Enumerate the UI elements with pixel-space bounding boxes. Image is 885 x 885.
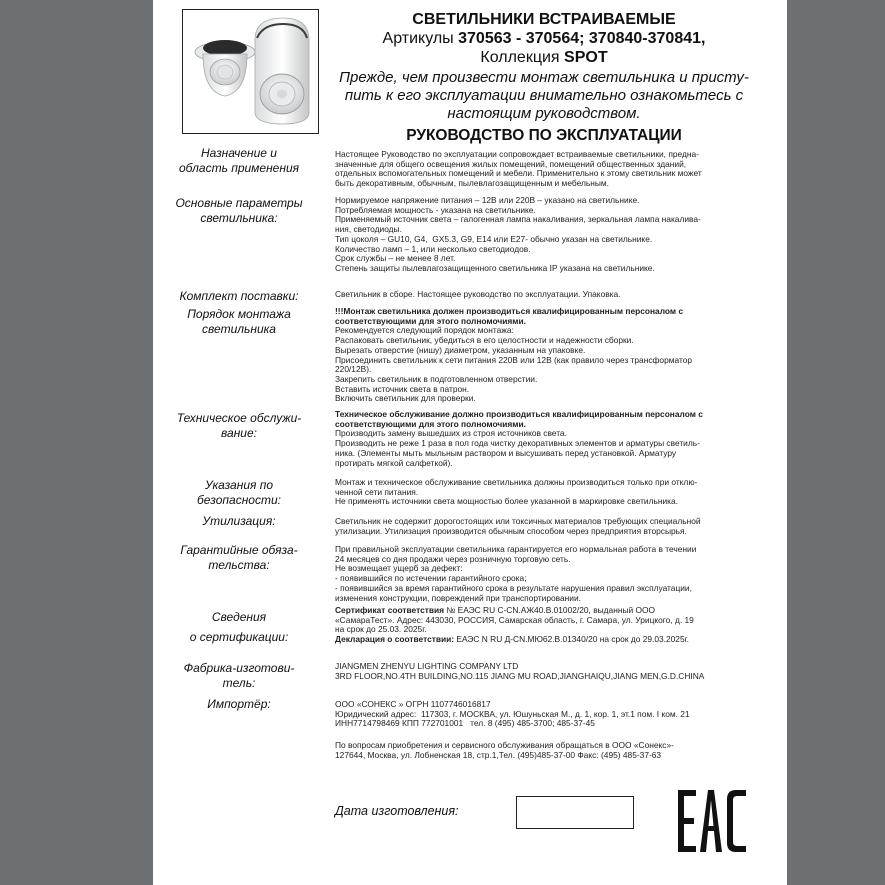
section-text xyxy=(335,700,755,729)
service-note xyxy=(335,741,755,760)
text-line: Закрепить светильник в подготовленном отверстии. xyxy=(335,373,538,384)
section-label: Комплект поставки: xyxy=(179,289,299,303)
text-line: Присоединить светильник к сети питания 220В или 12В (как правило через трансформатор xyxy=(335,354,693,365)
text-line: Вставить источник света в патрон. xyxy=(335,383,470,394)
text-line: 220/12В). xyxy=(335,364,372,375)
product-title: СВЕТИЛЬНИКИ ВСТРАИВАЕМЫЕ xyxy=(412,11,676,28)
text-line: отдельных вспомогательных помещений и мебели. Применительно к этому светильник может xyxy=(335,168,702,179)
manual-title: РУКОВОДСТВО ПО ЭКСПЛУАТАЦИИ xyxy=(406,127,682,144)
text-line: - появившийся по истечении гарантийного срока; xyxy=(335,573,527,584)
section-label xyxy=(153,478,325,508)
section-label-line: тельства: xyxy=(208,558,270,572)
text-line: соответствующими для этого полномочиями. xyxy=(335,418,526,429)
section-label xyxy=(153,411,325,441)
text-line: соответствующими для этого полномочиями. xyxy=(335,315,526,326)
section-text xyxy=(335,662,755,681)
service-line: По вопросам приобретения и сервисного обслуживания обращаться в ООО «Сонекс»- xyxy=(335,740,674,750)
text-line: Настоящее Руководство по эксплуатации сопровождает встраиваемые светильники, предна- xyxy=(335,149,699,159)
section-label xyxy=(153,543,325,573)
text-line: ИНН7714798469 КПП 772701001 тел. 8 (495) 485-3700; 485-37-45 xyxy=(335,718,595,729)
text-line: ООО «СОНЕКС » ОГРН 1107746016817 xyxy=(335,699,491,709)
section-text xyxy=(335,307,755,404)
header xyxy=(329,10,759,123)
text-line: протирать мягкой салфеткой). xyxy=(335,457,453,468)
section-label-line: Техническое обслужи- xyxy=(176,411,302,425)
section-text xyxy=(335,606,755,645)
text-line: - появившийся за время гарантийного срока в результате нарушения правил эксплуатации, xyxy=(335,582,692,593)
text-line: ченной сети питания. xyxy=(335,486,419,497)
text-line: !!!Монтаж светильника должен производиться квалифицированным персоналом с xyxy=(335,306,684,316)
section-label xyxy=(153,661,325,691)
text-line: Тип цоколя – GU10, G4, GX5.3, G9, E14 или E27- обычно указан на светильнике. xyxy=(335,233,653,244)
text-line: на срок до 25.03. 2025г. xyxy=(335,624,427,635)
section-label-line: Порядок монтажа xyxy=(187,307,291,321)
text-line: Вырезать отверстие (нишу) диаметром, указанным на упаковке. xyxy=(335,344,586,355)
section-label xyxy=(153,196,325,226)
text-line: 3RD FLOOR,NO.4TH BUILDING,NO.115 JIANG MU ROAD,JIANGHAIQU,JIANG MEN,G.D.CHINA xyxy=(335,670,705,681)
section-label-line: вание: xyxy=(221,426,257,440)
text-line: Срок службы – не менее 8 лет. xyxy=(335,253,456,264)
text-line: Рекомендуется следующий порядок монтажа: xyxy=(335,325,514,336)
text-line: ника. (Элементы мыть мыльным раствором и высушивать перед установкой. Арматуру xyxy=(335,447,677,458)
text-line: Юридический адрес: 117303, г. МОСКВА, ул. Юшуньская М., д. 1, кор. 1, эт.1 пом. I ком. 21 xyxy=(335,708,690,719)
text-line: изменения конструкции, повреждений при транспортировании. xyxy=(335,592,581,603)
section-label xyxy=(153,146,325,176)
section-label-line: тель: xyxy=(222,676,256,690)
text-line: Техническое обслуживание должно производиться квалифицированным персоналом с xyxy=(335,409,703,419)
section-text xyxy=(335,410,755,468)
date-box xyxy=(516,796,634,829)
section-label-line: Сведения xyxy=(211,610,267,624)
section-label-line: светильника: xyxy=(200,211,278,225)
section-label-line: Основные параметры xyxy=(175,196,303,210)
section-text xyxy=(335,517,755,536)
text-line: Сертификат соответствия № ЕАЭС RU С-CN.АЖ40.В.01002/20, выданный ООО xyxy=(335,605,656,615)
section-label-line: о сертификации: xyxy=(189,629,289,644)
date-label: Дата изготовления: xyxy=(335,804,459,818)
collection-line: Коллекция SPOT xyxy=(480,49,608,66)
text-line: Светильник не содержит дорогостоящих или токсичных материалов требующих специальной xyxy=(335,516,701,526)
text-line: Производить замену вышедших из строя источников света. xyxy=(335,428,567,439)
section-label: Импортёр: xyxy=(207,697,271,711)
text-line: Монтаж и техническое обслуживание светильника должны производиться только при отклю- xyxy=(335,477,698,487)
text-line: Количество ламп – 1, или несколько светодиодов. xyxy=(335,243,531,254)
section-label-line: Указания по xyxy=(204,478,274,492)
intro-text: Прежде, чем произвести монтаж светильника и присту-пить к его эксплуатации внимательно ознакомьтесь с настоящим руководством. xyxy=(339,69,749,122)
text-line: Производить не реже 1 раза в пол года чистку декоративных элементов и арматуры светиль- xyxy=(335,438,700,449)
text-line: Степень защиты пылевлагозащищенного светильника IP указана на светильнике. xyxy=(335,262,655,273)
text-line: ния, светодиоды. xyxy=(335,224,402,235)
section-text xyxy=(335,545,755,603)
article-numbers: 370563 - 370564; 370840-370841, xyxy=(458,30,706,47)
service-line: 127644, Москва, ул. Лобненская 18, стр.1,Тел. (495)485-37-00 Факс: (495) 485-37-63 xyxy=(335,749,662,760)
text-line: Потребляемая мощность - указана на светильнике. xyxy=(335,204,536,215)
text-line: Распаковать светильник, убедиться в его целостности и надежности сборки. xyxy=(335,335,634,346)
eac-mark-icon xyxy=(676,788,748,859)
section-label: Утилизация: xyxy=(202,514,276,528)
text-line: «СамараТест». Адрес: 443030, РОССИЯ, Самарская область, г. Самара, ул. Урицкого, д. 19 xyxy=(335,614,694,625)
text-line: Не возмещает ущерб за дефект: xyxy=(335,563,463,574)
section-text xyxy=(335,478,755,507)
text-line: Декларация о соответствии: ЕАЭС N RU Д-CN.МЮ62.В.01340/20 на срок до 29.03.2025г. xyxy=(335,634,689,645)
text-line: Не применять источники света мощностью более указанной в маркировке светильника. xyxy=(335,496,678,507)
section-label-line: Гарантийные обяза- xyxy=(180,543,298,557)
text-line: Светильник в сборе. Настоящее руководство по эксплуатации. Упаковка. xyxy=(335,289,621,299)
document-page xyxy=(153,0,787,885)
section-label xyxy=(153,608,325,647)
section-text xyxy=(335,150,755,189)
section-label-line: светильника xyxy=(202,322,276,336)
section-label-line: область применения xyxy=(178,161,300,175)
text-line: значенные для общего освещения жилых помещений, помещений общественных зданий, xyxy=(335,158,687,169)
text-line: При правильной эксплуатации светильника гарантируется его нормальная работа в течении xyxy=(335,544,697,554)
text-line: Применяемый источник света – галогенная лампа накаливания, зеркальная лампа накалива- xyxy=(335,214,701,225)
spotlight-illustration xyxy=(183,10,317,132)
text-line: JIANGMEN ZHENYU LIGHTING COMPANY LTD xyxy=(335,661,519,671)
product-photo xyxy=(182,9,319,134)
text-line: Нормируемое напряжение питания – 12В или 220В – указано на светильнике. xyxy=(335,195,640,205)
text-line: 24 месяцев со дня продажи через розничную торговую сеть. xyxy=(335,553,571,564)
section-label-line: Фабрика-изготови- xyxy=(183,661,295,675)
section-label-line: безопасности: xyxy=(197,493,281,507)
articles-line: Артикулы 370563 - 370564; 370840-370841, xyxy=(382,30,706,47)
section-label-line: Назначение и xyxy=(201,146,277,160)
section-text xyxy=(335,196,755,274)
section-label xyxy=(153,307,325,337)
text-line: быть декоративным, обычным, пылевлагозащищенным и мебельным. xyxy=(335,178,609,189)
collection-name: SPOT xyxy=(564,49,608,66)
text-line: Включить светильник для проверки. xyxy=(335,393,476,404)
text-line: утилизации. Утилизация производится обычным способом через предприятия вторсырья. xyxy=(335,525,687,536)
section-text xyxy=(335,290,755,300)
